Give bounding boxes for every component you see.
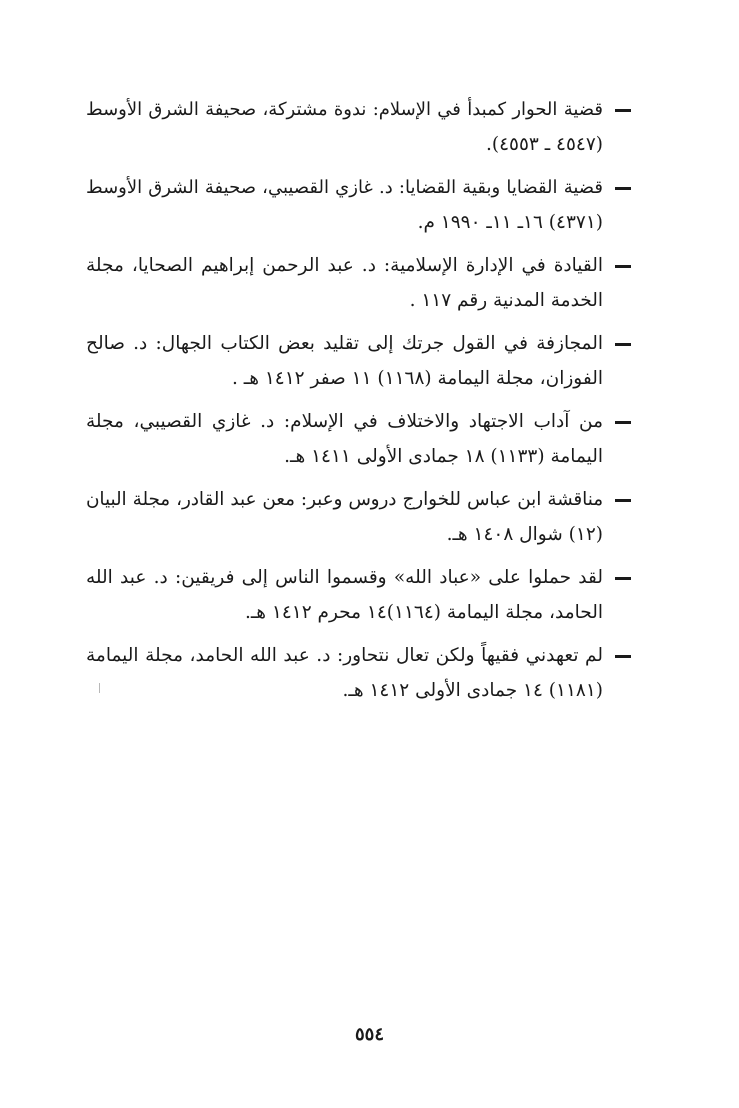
bullet-dash [615,109,631,112]
entry-line: (١٢) شوال ١٤٠٨ هـ. [446,524,603,545]
page-number: ٥٥٤ [354,1024,384,1045]
entry-line: القيادة في الإدارة الإسلامية: د. عبد الرحمن إبراهيم الصحايا، مجلة [86,255,603,276]
entry-line: الخدمة المدنية رقم ١١٧ . [409,290,603,311]
entry-line: قضية القضايا وبقية القضايا: د. غازي القصيبي، صحيفة الشرق الأوسط [86,177,603,198]
entry-line: من آداب الاجتهاد والاختلاف في الإسلام: د. غازي القصيبي، مجلة [86,411,603,432]
bullet-dash [615,187,631,190]
entry-line: مناقشة ابن عباس للخوارج دروس وعبر: معن عبد القادر، مجلة البيان [86,489,603,510]
reference-list [86,92,631,716]
list-item [86,326,631,396]
list-item [86,248,631,318]
entry-line: المجازفة في القول جرتك إلى تقليد بعض الكتاب الجهال: د. صالح [86,333,603,354]
list-item [86,638,631,708]
entry-line: لم تعهدني فقيهاً ولكن تعال نتحاور: د. عبد الله الحامد، مجلة اليمامة [86,645,603,666]
entry-line: (٤٣٧١) ١٦ـ ١١ـ ١٩٩٠ م. [417,212,603,233]
bullet-dash [615,343,631,346]
list-item [86,404,631,474]
bullet-dash [615,577,631,580]
entry-line: لقد حملوا على «عباد الله» وقسموا الناس إلى فريقين: د. عبد الله [86,567,603,588]
bullet-dash [615,655,631,658]
list-item [86,482,631,552]
entry-line: (٤٥٤٧ ـ ٤٥٥٣). [485,134,603,155]
list-item [86,170,631,240]
bullet-dash [615,421,631,424]
bullet-dash [615,265,631,268]
list-item [86,560,631,630]
scan-speck [99,683,100,693]
list-item [86,92,631,162]
entry-line: الحامد، مجلة اليمامة (١١٦٤)١٤ محرم ١٤١٢ هـ. [244,602,603,623]
bullet-dash [615,499,631,502]
entry-line: اليمامة (١١٣٣) ١٨ جمادى الأولى ١٤١١ هـ. [284,446,603,467]
entry-line: قضية الحوار كمبدأ في الإسلام: ندوة مشتركة، صحيفة الشرق الأوسط [86,99,603,120]
entry-line: (١١٨١) ١٤ جمادى الأولى ١٤١٢ هـ. [342,680,603,701]
entry-line: الفوزان، مجلة اليمامة (١١٦٨) ١١ صفر ١٤١٢ هـ . [232,368,603,389]
